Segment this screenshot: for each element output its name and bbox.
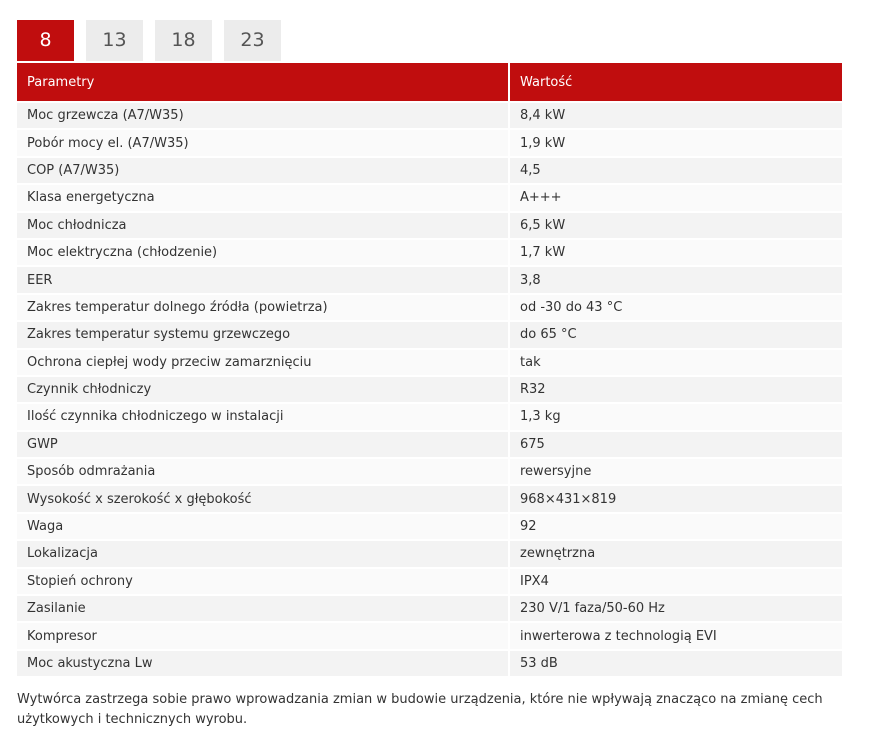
param-cell: GWP [17,431,509,458]
disclaimer-note: Wytwórca zastrzega sobie prawo wprowadzania zmian w budowie urządzenia, które nie wpływają znacząco na zmianę cech użytkowych i technicznych wyrobu. [17,692,823,727]
value-cell: R32 [509,376,842,403]
table-row [17,266,842,293]
param-cell: Czynnik chłodniczy [17,376,509,403]
table-row [17,595,842,622]
specs-table [17,63,842,678]
table-row [17,431,842,458]
param-cell: Ochrona ciepłej wody przeciw zamarznięciu [17,349,509,376]
table-row [17,184,842,211]
table-row [17,321,842,348]
table-row [17,239,842,266]
param-cell: Waga [17,513,509,540]
table-row [17,568,842,595]
param-cell: EER [17,266,509,293]
table-row [17,294,842,321]
param-cell: Zasilanie [17,595,509,622]
value-cell: 230 V/1 faza/50-60 Hz [509,595,842,622]
value-cell: 4,5 [509,157,842,184]
value-cell: 3,8 [509,266,842,293]
value-cell: 92 [509,513,842,540]
tab-13[interactable]: 13 [86,20,143,61]
param-cell: Wysokość x szerokość x głębokość [17,485,509,512]
table-row [17,129,842,156]
header-parametry: Parametry [17,63,509,102]
value-cell: 8,4 kW [509,102,842,129]
model-tabs [17,20,281,61]
tab-8[interactable]: 8 [17,20,74,61]
param-cell: Stopień ochrony [17,568,509,595]
value-cell: inwerterowa z technologią EVI [509,622,842,649]
value-cell: 675 [509,431,842,458]
value-cell: rewersyjne [509,458,842,485]
table-row [17,458,842,485]
param-cell: Moc grzewcza (A7/W35) [17,102,509,129]
table-row [17,513,842,540]
table-row [17,157,842,184]
value-cell: 1,9 kW [509,129,842,156]
table-row [17,376,842,403]
table-row [17,540,842,567]
value-cell: A+++ [509,184,842,211]
value-cell: tak [509,349,842,376]
table-row [17,650,842,677]
value-cell: 968×431×819 [509,485,842,512]
param-cell: COP (A7/W35) [17,157,509,184]
value-cell: IPX4 [509,568,842,595]
value-cell: od -30 do 43 °C [509,294,842,321]
param-cell: Zakres temperatur systemu grzewczego [17,321,509,348]
value-cell: do 65 °C [509,321,842,348]
value-cell: 1,3 kg [509,403,842,430]
param-cell: Klasa energetyczna [17,184,509,211]
value-cell: 6,5 kW [509,212,842,239]
param-cell: Moc chłodnicza [17,212,509,239]
header-wartosc: Wartość [509,63,842,102]
value-cell: 1,7 kW [509,239,842,266]
table-row [17,485,842,512]
tab-23[interactable]: 23 [224,20,281,61]
table-header-row [17,63,842,102]
table-row [17,622,842,649]
table-row [17,349,842,376]
param-cell: Kompresor [17,622,509,649]
param-cell: Ilość czynnika chłodniczego w instalacji [17,403,509,430]
param-cell: Moc akustyczna Lw [17,650,509,677]
param-cell: Zakres temperatur dolnego źródła (powietrza) [17,294,509,321]
value-cell: 53 dB [509,650,842,677]
param-cell: Pobór mocy el. (A7/W35) [17,129,509,156]
table-row [17,403,842,430]
param-cell: Moc elektryczna (chłodzenie) [17,239,509,266]
table-row [17,102,842,129]
param-cell: Lokalizacja [17,540,509,567]
param-cell: Sposób odmrażania [17,458,509,485]
table-row [17,212,842,239]
tab-18[interactable]: 18 [155,20,212,61]
value-cell: zewnętrzna [509,540,842,567]
